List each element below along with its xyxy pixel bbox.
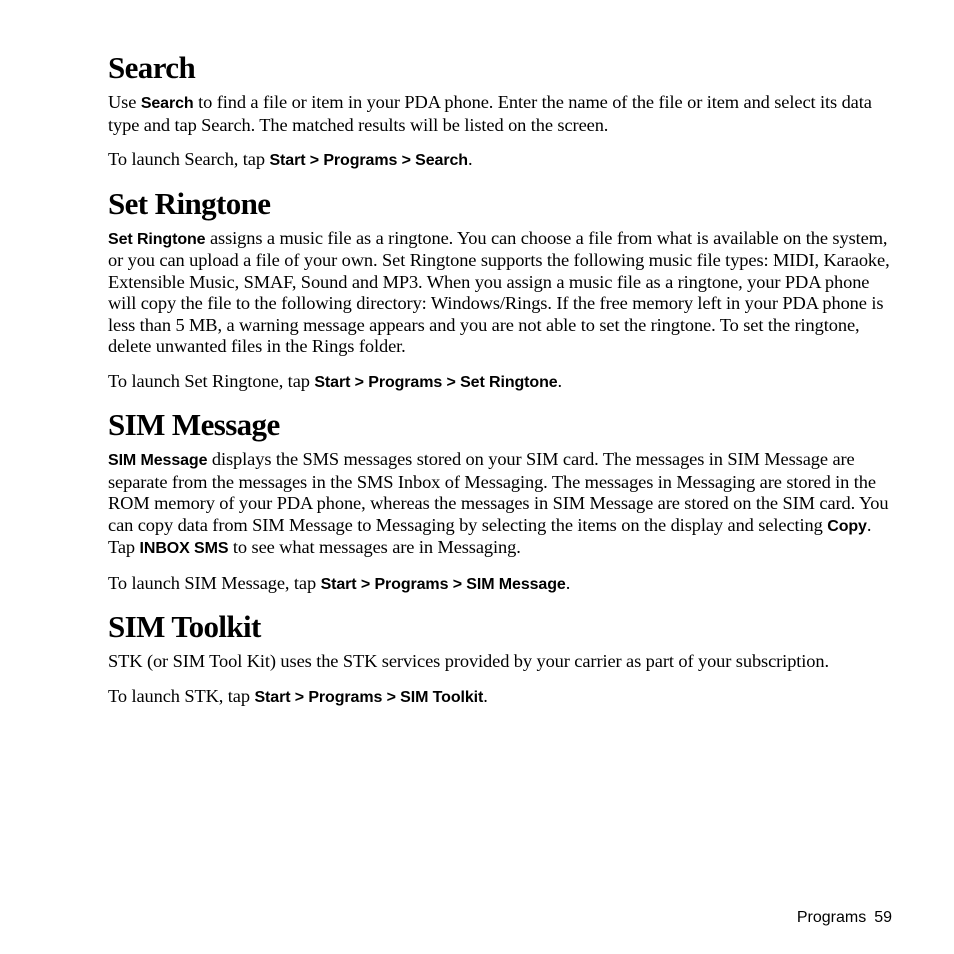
term-sim-message: SIM Message: [108, 452, 208, 469]
paragraph-set-ringtone-body: Set Ringtone assigns a music file as a ringtone. You can choose a file from what is available on the system, or you can upload a file of your own. Set Ringtone supports the following music file types: MIDI, Karaoke, Extensible Music, SMAF, Sound and MP3. When you assign a music file as a ringtone, your PDA phone will copy the file to the following directory: Windows/Rings. If the free memory left in your PDA phone is less than 5 MB, a warning message appears and you are not able to set the ringtone. To set the ringtone, delete unwanted files in the Rings folder.: [108, 227, 890, 356]
paragraph-search-body: Use Search to find a file or item in your PDA phone. Enter the name of the file or item and select its data type and tap Search. The matched results will be listed on the screen.: [108, 92, 872, 135]
term-copy: Copy: [827, 517, 867, 535]
term-inbox-sms: INBOX SMS: [139, 540, 229, 557]
heading-set-ringtone: Set Ringtone: [108, 185, 271, 221]
heading-search: Search: [108, 50, 196, 85]
footer-section-name: Programs: [796, 909, 867, 926]
page-number: 59: [874, 909, 892, 926]
paragraph-search-launch: To launch Search, tap Start > Programs > Search.: [108, 149, 473, 169]
paragraph-sim-toolkit-launch: To launch STK, tap Start > Programs > SIM Toolkit.: [108, 685, 488, 706]
menu-path-sim-toolkit: Start > Programs > SIM Toolkit: [254, 688, 484, 706]
term-set-ringtone: Set Ringtone: [108, 230, 206, 248]
paragraph-sim-message-body: SIM Message displays the SMS messages stored on your SIM card. The messages in SIM Message are separate from the messages in the SMS Inbox of Messaging. The messages in Messaging are stored in the ROM memory of your PDA phone, whereas the messages in SIM Message are stored on the SIM card. You can copy data from SIM Message to Messaging by selecting the items on the display and selecting Copy. Tap INBOX SMS to see what messages are in Messaging.: [108, 449, 889, 557]
menu-path-set-ringtone: Start > Programs > Set Ringtone: [314, 373, 558, 391]
section-search: [108, 50, 894, 172]
page-footer: [797, 909, 892, 927]
paragraph-set-ringtone-launch: To launch Set Ringtone, tap Start > Programs > Set Ringtone.: [108, 370, 563, 391]
paragraph-sim-toolkit-body: STK (or SIM Tool Kit) uses the STK services provided by your carrier as part of your subscription.: [108, 651, 829, 671]
heading-sim-message: SIM Message: [108, 407, 280, 442]
paragraph-sim-message-launch: To launch SIM Message, tap Start > Programs > SIM Message.: [108, 572, 571, 593]
menu-path-search: Start > Programs > Search: [269, 152, 468, 169]
heading-sim-toolkit: SIM Toolkit: [108, 609, 261, 644]
term-search: Search: [140, 95, 194, 112]
section-set-ringtone: [108, 186, 894, 394]
section-sim-toolkit: [108, 609, 894, 708]
page-content: [108, 50, 894, 722]
section-sim-message: [108, 407, 894, 595]
menu-path-sim-message: Start > Programs > SIM Message: [320, 575, 566, 593]
